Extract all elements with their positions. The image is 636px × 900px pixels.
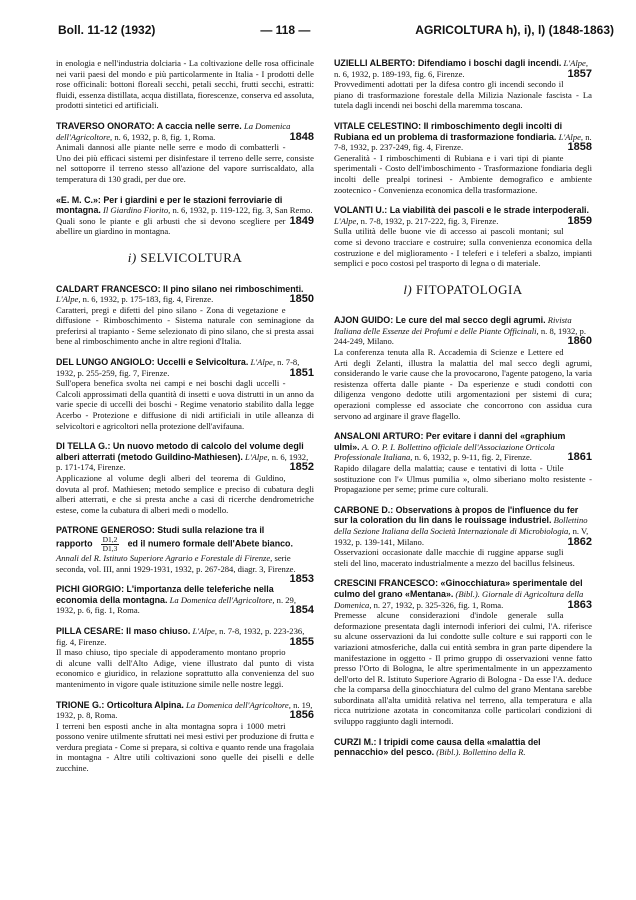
running-header [58,22,614,38]
header-page-number: — 118 — [260,23,311,37]
entry-citation: n. 7-8, 1932, p. 237-249, fig. 4, Firenze. [334,131,592,153]
entry-number: 1854 [289,604,314,617]
entry-source: Annali del R. Istituto Superiore Agrario e Forestale di Firenze, [56,552,273,563]
entry-abstract: Il maso chiuso, tipo speciale di appoderamento montano proprio di alcune valli dell'Alto Adige, viene illustrato dal punto di vista economico e giuridico, in relazione soprattutto alla convenienza del suo mantenimento in vigore quale istituzione simile nelle nostre leggi. [56,647,314,689]
entry-citation: n. 29, 1932, p. 6, fig. 1, Roma. [56,594,296,616]
section-title: SELVICOLTURA [140,249,243,265]
entry-number: 1850 [289,293,314,306]
entry-abstract: Applicazione al volume degli alberi del teorema di Guldino, dovuta al prof. Mathiesen; metodo semplice e preciso di cubatura degli alberi atterrati, e che si presta anche a casi di ricerche dendrometriche estese, come la cubatura di alberi medi o modello. [56,473,314,515]
entry-source: L'Alpe, [250,357,276,368]
continued-abstract: in enologia e nell'industria dolciaria - La coltivazione delle rosa officinale nei varii paesi del mondo e più particolarmente in Italia - I prodotti delle rose officinali: bottoni floreali secchi, petali secchi, frutti secchi, estratti: fluidi, essenza distillata, acqua distillata, fiorescenze, conserva ed assoluta, prodotti sintetici ed artificiali. [56,58,314,111]
entry-abstract: La conferenza tenuta alla R. Accademia di Scienze e Lettere ed Arti degli Zelanti, illustra la malattia del mal secco degli agrumi, considerando le varie cause che la provocarono, l'agente patogeno, la varia resistenza offerta dalle piante - Da esperienze e studi condotti con diligenza vengono dedotte utili argomentazioni per sistemi di cura; operazioni complesse ed associate che concorrono con assidua cura servono ad arginare il grave flagello. [334,347,592,421]
entry-abstract: Quali sono le piante e gli arbusti che si devono scegliere per abellire un giardino in montagna. [56,215,286,237]
entry-heading: AJON GUIDO: Le cure del mal secco degli agrumi. [334,315,546,326]
entry-citation: n. 27, 1932, p. 325-326, fig. 1, Roma. [373,599,504,610]
entry-number: 1852 [289,461,314,474]
entry-abstract: Caratteri, pregi e difetti del pino silano - Zona di vegetazione e diffusione - Rimboschimento - Sistema naturale con seminagione da preferirsi al trapianto - Seme selezionato di pino silano, che si presta assai bene al rimboschimento anche in altre regioni d'Italia. [56,304,314,347]
entry-heading: TRAVERSO ONORATO: A caccia nelle serre. [56,120,242,131]
entry-abstract: Rapido dilagare della malattia; cause e tentativi di lotta - Utile sostituzione con l'« Ulmus pumilia », olmo siberiano molto resistente - Propagazione per seme; prime cure colturali. [334,463,592,495]
entry-heading: PILLA CESARE: Il maso chiuso. [56,625,191,636]
entry-1859 [334,205,592,269]
entry-source: L'Alpe, [192,625,217,636]
entry-1861 [334,431,592,495]
entry-heading: «E. M. C.»: Per i giardini e per le stazioni ferroviarie di montagna. [56,194,283,216]
entry-abstract: Sulla utilità delle buone vie di accesso ai pascoli montani; sul come si devono tracciare e costruire; sulla convenienza economica della costruzione e del miglioramento - I teleferi e i teleferi a sbalzo, impianti semplici e poco costosi pel trasporto di legna o di materiale. [334,226,592,269]
entry-number: 1863 [567,598,592,611]
entry-source: La Domenica dell'Agricoltore, [56,120,291,142]
entry-source: A. O. P. I. Bollettino officiale dell'Associazione Orticola Professionale Italiana, [334,441,555,463]
entry-abstract: Premesse alcune considerazioni d'indole generale sulla deformazione presentata dagli internodi inferiori dei culmi, l'A. riferisce su alcune osservazioni da lui condotte sulle colture e sui rapporti con le variazioni atmosferiche, dalla cui entità sembra in gran parte dipendere la manifestazione in oggetto - Il primo gruppo di osservazioni venne fatto presso l'Orto di Bologna, le altre sperimentalmente in un appezzamento dell'orto del R. Istituto Superiore Agrario di Bologna - Da esse l'A. deduce che la comparsa della ginocchiatura del culmo del grano Mentana sarebbe subordinata all'alta umidità relativa nel terreno, alla temperatura e alla ricca nutrizione azotata in concomitanza colle particolari condizioni di sviluppo raggiunto dagli internodi. [334,610,592,727]
section-title: FITOPATOLOGIA [416,281,523,297]
left-column [56,58,314,784]
entry-number: 1861 [567,451,592,464]
entry-number: 1853 [289,573,314,586]
entry-heading: VOLANTI U.: La viabilità dei pascoli e le strade interpoderali. [334,205,589,216]
entry-1850 [56,284,314,348]
entry-source: Rivista Italiana delle Essenze dei Profumi e delle Piante Officinali, [334,315,572,336]
entry-citation: n. 6, 1932, p. 9-11, fig. 2, Firenze. [414,452,532,463]
entry-citation: n. 7-8, 1932, p. 223-236, fig. 4, Firenze. [56,625,305,647]
entry-citation: n. 6, 1932, p. 171-174, Firenze. [56,451,309,473]
entry-heading: CURZI M.: I tripidi come causa della «malattia del pennacchio» del pesco. [334,736,541,758]
entry-heading: DI TELLA G.: Un nuovo metodo di calcolo del volume degli alberi atterrati (metodo Guildino-Mathiesen). [56,441,304,462]
entry-number: 1862 [567,535,592,548]
section-letter: l) [403,281,413,297]
entry-citation: serie seconda, vol. III, anni 1929-1931, 1932, p. 267-284, diagr. 3, Firenze. [56,552,296,574]
entry-abstract: Provvedimenti adottati per la difesa contro gli incendi secondo il piano di trasformazione forestale della Milizia Nazionale fascista - La tutela dagli incendi nei boschi della maremma toscana. [334,79,592,111]
entry-citation: n. 6, 1932, p. 175-183, fig. 4, Firenze. [82,294,214,305]
entry-citation: n. 19, 1932, p. 8, Roma. [56,699,313,721]
entry-abstract: Generalità - I rimboschimenti di Rubiana e i vari tipi di piante sperimentali - Costo dell'imboschimento - Trasformazione fondiaria degli incolti delle prealpi torinesi - Ambiente demografico e ambiente zootecnico - Convenienza economica della trasformazione. [334,152,592,195]
entry-heading: TRIONE G.: Orticoltura Alpina. [56,699,184,710]
entry-number: 1858 [567,141,592,154]
entry-source: L'Alpe, [334,215,359,226]
entry-source: (Bibl.). Bollettino della R. [436,747,526,758]
section-heading-fitopatologia [334,281,592,297]
entry-1860 [334,315,592,421]
entry-source: La Domenica dell'Agricoltore, [169,594,275,605]
section-heading-selvicoltura [56,249,314,265]
entry-heading: VITALE CELESTINO: Il rimboschimento degli incolti di Rubiana ed un problema di trasformazione fondiaria. [334,120,563,142]
entry-heading-rapporto: rapporto [56,538,93,549]
header-section: AGRICOLTURA h), i), l) (1848-1863) [415,23,614,37]
ratio-fraction [101,536,120,553]
entry-abstract: I terreni ben esposti anche in alta montagna sopra i 1000 metri possono venire utilmente sfruttati nei mesi estivi per produzione di frutta e verdura pregiata - Come si prepara, si coltiva e quanto rende una fragolaia in montagna - Altre utili coltivazioni sono quelle dei piselli e delle zucchine. [56,720,314,774]
entry-number: 1851 [289,366,314,379]
entry-citation: n. 6, 1932, p. 119-122, fig. 3, San Remo. [172,205,313,216]
entry-1852 [56,441,314,515]
entry-heading: ANSALONI ARTURO: Per evitare i danni del «graphium ulmi». [334,431,566,452]
entry-1851 [56,357,314,431]
entry-1863 [334,578,592,726]
entry-number: 1856 [289,709,314,722]
fraction-denominator: D1,3 [102,543,118,553]
entry-abstract: Sull'opera benefica svolta nei campi e nei boschi dagli uccelli - Calcoli approssimati della quantità di insetti e uova distrutti in un anno da varie specie di uccelli dei boschi - Regime venatorio stabilito dalla legge Acerbo - Protezione e diffusione di nidi artificiali in utile alleanza di selvicoltori e agricoltori nella protezione dell'avifauna. [56,378,314,431]
entry-1858 [334,121,592,195]
entry-number: 1859 [567,214,592,227]
entry-number: 1848 [289,130,314,143]
entry-1855 [56,626,314,690]
entry-citation: n. 7-8, 1932, p. 255-259, fig. 7, Firenze. [56,357,300,378]
entry-source: Il Giardino Fiorito, [103,205,171,216]
entry-source: La Domenica dell'Agricoltore, [186,699,291,710]
entry-number: 1860 [567,335,592,348]
entry-1856 [56,700,314,774]
entry-1862 [334,505,592,569]
entry-heading: CARBONE D.: Observations à propos de l'influence du fer sur la coloration du lin dans le rouissage industriel. [334,504,579,526]
entry-continued [334,737,592,758]
entry-source: Bollettino della Sezione Italiana della Società Internazionale di Microbiologia, [334,515,588,536]
entry-source: L'Alpe, [558,131,584,142]
entry-number: 1857 [567,67,592,80]
entry-1853 [56,525,314,586]
entry-heading: UZIELLI ALBERTO: Difendiamo i boschi dagli incendi. [334,58,562,68]
entry-citation: n. 7-8, 1932, p. 217-222, fig. 3, Firenze. [360,215,499,226]
entry-heading: CRESCINI FRANCESCO: «Ginocchiatura» sperimentale del culmo del grano «Mentana». [334,578,583,599]
header-bulletin: Boll. 11-12 (1932) [58,23,156,37]
entry-citation: n. 6, 1932, p. 189-193, fig. 6, Firenze. [334,68,465,79]
entry-1849 [56,195,314,237]
entry-number: 1849 [289,214,314,227]
entry-heading: PICHI GIORGIO: L'importanza delle teleferiche nella economia della montagna. [56,584,274,605]
entry-1848 [56,121,314,185]
entry-abstract: Animali dannosi alle piante nelle serre e modo di combatterli - Uno dei più efficaci sistemi per disinfestare il terreno delle serre, consiste nel sottoporre il terreno stesso all'azione del vapore surriscaldato, alla temperatura di 130 gradi, per due ore. [56,142,314,184]
entry-source: (Bibl.). Giornale di Agricoltura della Domenica, [334,588,584,610]
fraction-numerator: D1,2 [102,534,118,544]
entry-1854 [56,584,314,616]
entry-source: L'Alpe, [56,294,81,305]
entry-source: L'Alpe, [563,58,588,68]
section-letter: i) [127,249,137,265]
entry-heading: CALDART FRANCESCO: Il pino silano nei rimboschimenti. [56,283,304,294]
entry-heading: PATRONE GENEROSO: Studi sulla relazione tra il [56,525,265,536]
entry-source: L'Alpe, [245,451,270,462]
right-column [334,58,592,768]
entry-1857 [334,58,592,111]
entry-heading-cont: ed il numero formale dell'Abete bianco. [127,538,293,549]
entry-citation: n. V, 1932, p. 139-141, Milano. [334,525,589,547]
entry-abstract: Osservazioni occasionate dalle macchie di ruggine apparse sugli steli del lino, macerato industrialmente a mezzo del bacillus felsineus. [334,547,575,568]
entry-citation: n. 8, 1932, p. 244-249, Milano. [334,325,586,347]
entry-heading: DEL LUNGO ANGIOLO: Uccelli e Selvicoltura. [56,357,249,368]
entry-citation: n. 6, 1932, p. 8, fig. 1, Roma. [114,131,216,142]
entry-number: 1855 [289,635,314,648]
